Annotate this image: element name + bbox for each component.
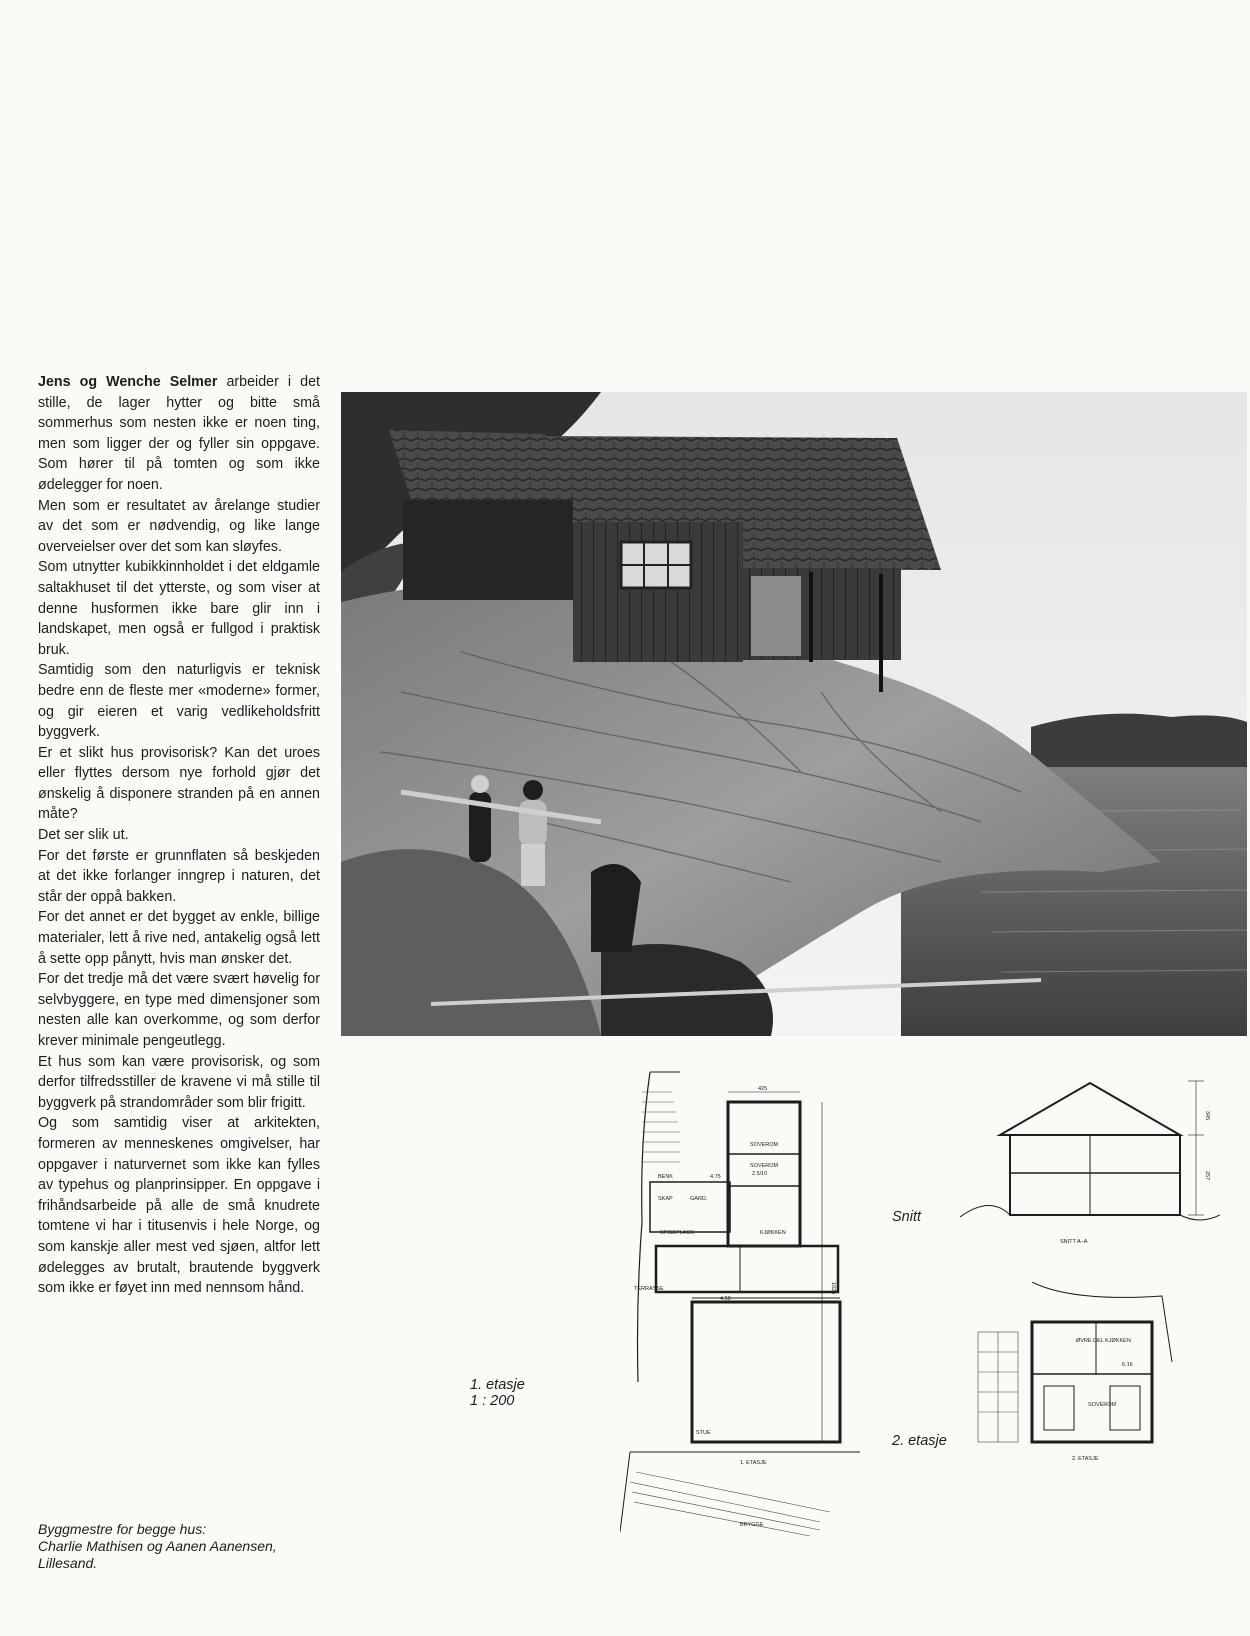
section-dim-1: 345 (1204, 1111, 1210, 1121)
cabin-photo-illustration (341, 392, 1247, 1036)
plan1-label: 1. ETASJE (740, 1460, 767, 1466)
paragraph-5: Er et slikt hus provisorisk? Kan det uroes eller flyttes dersom nye forhold gjør det ønskelig å disponere stranden på en annen måte? (38, 744, 320, 823)
room-soverom-2-dim: 2.5/10 (752, 1171, 768, 1177)
room-brygge: BRYGGE (740, 1522, 764, 1528)
room-spiseplass: SPISEPLASS (660, 1230, 694, 1236)
paragraph-4: Samtidig som den naturligvis er teknisk bedre enn de fleste mer «moderne» former, og gir eieren et varig vedlikeholdsfritt byggverk. (38, 662, 320, 741)
section-drawing (960, 1075, 1220, 1250)
caption-floor-2: 2. etasje (892, 1433, 947, 1449)
floor-plan-1 (620, 1062, 870, 1542)
builder-credit (38, 1521, 328, 1572)
room-benk-dim: 4.75 (710, 1174, 721, 1180)
credit-line-3: Lillesand. (38, 1555, 98, 1571)
paragraph-7: For det første er grunnflaten så beskjeden at det ikke forlanger inngrep i naturen, det står der oppå bakken. (38, 847, 320, 905)
paragraph-9: For det tredje må det være svært høvelig for selvbyggere, en type med dimensjoner som nesten alle kan overkomme, og som derfor krever minimale pengeutlegg. (38, 971, 320, 1049)
plan1-dim-side: 1025 (830, 1282, 836, 1295)
paragraph-2: Men som er resultatet av årelange studier av det som er nødvendig, og like lange overveielser over det som kan sløyfes. (38, 497, 320, 555)
credit-line-1: Byggmestre for begge hus: (38, 1521, 207, 1537)
room-stue: STUE (696, 1430, 711, 1436)
paragraph-6: Det ser slik ut. (38, 827, 129, 844)
room-ovre-kjokken: ØVRE DEL KJØKKEN (1076, 1338, 1131, 1344)
lead-bold: Jens og Wenche Selmer (38, 374, 218, 390)
paragraph-8: For det annet er det bygget av enkle, billige materialer, lett å rive ned, antakelig også lett å sette opp pånytt, hvis man ønsker det. (38, 909, 320, 967)
room-stue-dim: 4.50 (720, 1296, 731, 1302)
room-gard: GARD. (690, 1196, 708, 1202)
paragraph-1: Jens og Wenche Selmer arbeider i det stille, de lager hytter og bitte små sommerhus som nesten ikke er noen ting, men som ligger der og fyller sin oppgave. Som hører til på tomten og som ikke ødelegger for noen. (38, 374, 321, 493)
paragraph-3: Som utnytter kubikkinnholdet i det eldgamle saltakhuset til det ytterste, og som viser at denne husformen ikke bare glir inn i landskapet, men også er fullgod i praktisk bruk. (38, 559, 320, 658)
paragraph-10: Et hus som kan være provisorisk, og som derfor tilfredsstiller de kravene vi må stille til byggverk på strandområder som blir frigitt. (38, 1053, 320, 1111)
floor-plan-2 (972, 1282, 1192, 1467)
plan2-label: 2. ETASJE (1072, 1456, 1099, 1462)
caption-scale: 1 : 200 (470, 1393, 515, 1409)
paragraph-11: Og som samtidig viser at arkitekten, formeren av menneskenes omgivelser, har oppgaver i naturvernet som ikke kan fylles av typehus og planprinsipper. En oppgave i frihåndsarbeide på alle de små knudrete tomtene vi har i titusenvis i hele Norge, og som kanskje aller mest ved sjøen, altfor lett ødelegges av brutalt, brautende byggverk som ikke er føyet inn med nennsom hånd. (38, 1115, 320, 1297)
cabin-photo (341, 392, 1247, 1036)
caption-section: Snitt (892, 1209, 922, 1225)
room-soverom-2: SOVEROM (750, 1163, 779, 1169)
credit-line-2: Charlie Mathisen og Aanen Aanensen, (38, 1538, 277, 1554)
plan1-dim-top: 425 (758, 1086, 768, 1092)
section-dim-2: 257 (1204, 1171, 1210, 1181)
caption-floor-1: 1. etasje (470, 1377, 525, 1393)
room-kjokken: KJØKKEN (760, 1230, 786, 1236)
room-soverom-1: SOVEROM (750, 1142, 779, 1148)
room-soverom-floor2: SOVEROM (1088, 1402, 1117, 1408)
article-body (38, 372, 320, 1299)
room-terrasse: TERRASSE (634, 1286, 664, 1292)
room-benk: BENK (658, 1174, 673, 1180)
plan2-dim: 6.16 (1122, 1362, 1133, 1368)
room-skap: SKAP (658, 1196, 673, 1202)
section-label: SNITT A–A (1060, 1239, 1088, 1245)
